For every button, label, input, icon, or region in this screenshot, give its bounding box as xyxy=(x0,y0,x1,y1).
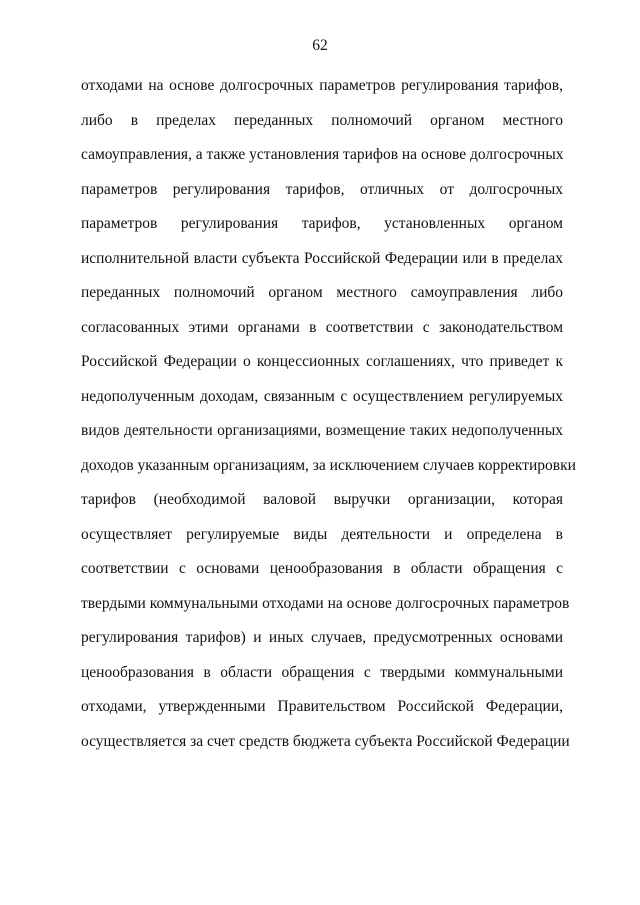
text-line: видов деятельности организациями, возмещение таких недополученных xyxy=(81,422,563,439)
text-line: самоуправления, а также установления тарифов на основе долгосрочных xyxy=(81,146,564,163)
text-line: тарифов (необходимой валовой выручки организации, которая xyxy=(81,491,563,508)
text-line: осуществляется за счет средств бюджета субъекта Российской Федерации xyxy=(81,732,570,750)
text-line: согласованных этими органами в соответствии с законодательством xyxy=(81,318,563,336)
text-line: ценообразования в области обращения с твердыми коммунальными xyxy=(81,663,563,681)
text-line: доходов указанным организациям, за исключением случаев корректировки xyxy=(81,456,576,474)
text-line: исполнительной власти субъекта Российской Федерации или в пределах xyxy=(81,249,563,267)
page-number: 62 xyxy=(312,37,328,54)
text-line: отходами, утвержденными Правительством Российской Федерации, xyxy=(81,698,563,715)
text-line: отходами на основе долгосрочных параметров регулирования тарифов, xyxy=(81,77,563,94)
text-line: параметров регулирования тарифов, отличных от долгосрочных xyxy=(81,180,563,198)
text-line: переданных полномочий органом местного самоуправления либо xyxy=(81,284,563,301)
text-line: либо в пределах переданных полномочий органом местного xyxy=(81,111,563,129)
text-line: регулирования тарифов) и иных случаев, предусмотренных основами xyxy=(81,629,563,646)
text-line: твердыми коммунальными отходами на основе долгосрочных параметров xyxy=(81,594,570,612)
text-line: параметров регулирования тарифов, установленных органом xyxy=(81,215,563,232)
text-line: осуществляет регулируемые виды деятельности и определена в xyxy=(81,525,563,543)
text-line: недополученным доходам, связанным с осуществлением регулируемых xyxy=(81,387,563,405)
text-line: соответствии с основами ценообразования в области обращения с xyxy=(81,560,563,577)
body-text xyxy=(81,76,576,766)
text-line: Российской Федерации о концессионных соглашениях, что приведет к xyxy=(81,353,563,370)
